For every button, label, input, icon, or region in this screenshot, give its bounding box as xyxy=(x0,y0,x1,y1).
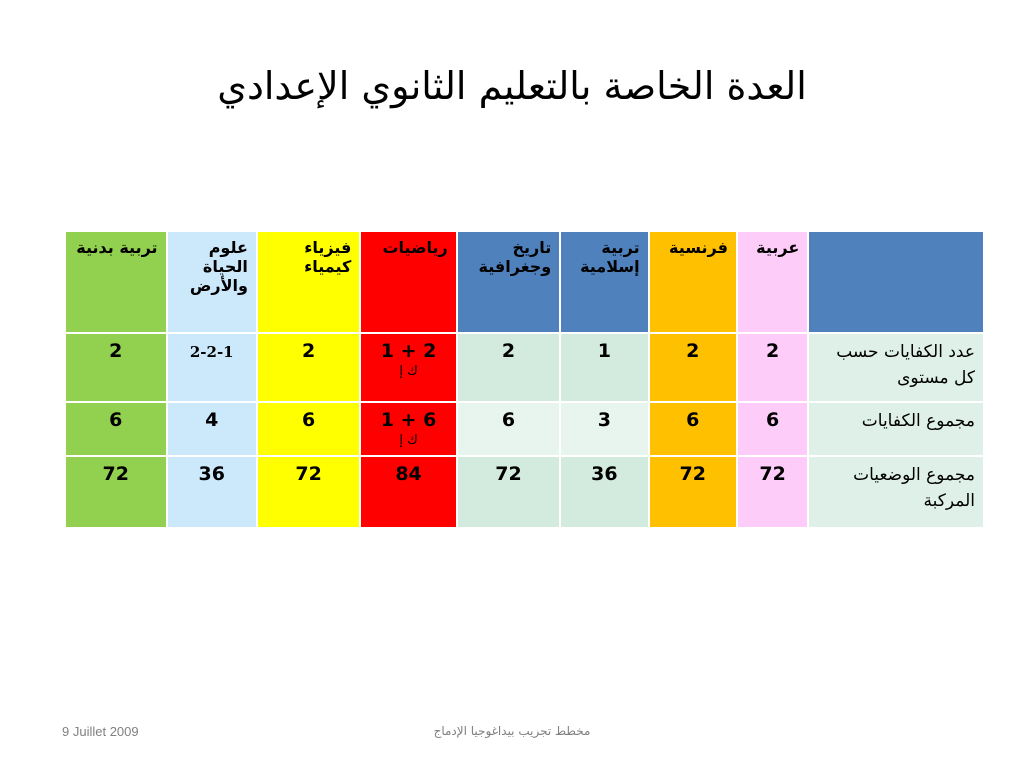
cell-islamic-education: 36 xyxy=(560,456,648,528)
row-label: مجموع الكفايات xyxy=(808,402,984,456)
slide-title: العدة الخاصة بالتعليم الثانوي الإعدادي xyxy=(217,64,807,108)
cell-mathematics xyxy=(360,402,456,456)
cell-value: 2-2-1 xyxy=(189,343,234,361)
cell-value: 6 + 1 xyxy=(380,409,437,431)
cell-physical-education: 6 xyxy=(65,402,167,456)
subjects-table xyxy=(64,230,985,529)
cell-physical-education: 72 xyxy=(65,456,167,528)
cell-french: 72 xyxy=(649,456,737,528)
header-physics-chemistry: فيزياء كيمياء xyxy=(257,231,360,333)
table-row xyxy=(65,333,984,402)
header-history-geography: تاريخ وجغرافية xyxy=(457,231,560,333)
header-physical-education: تربية بدنية xyxy=(65,231,167,333)
cell-arabic: 6 xyxy=(737,402,808,456)
cell-life-earth-sciences xyxy=(167,333,257,402)
cell-history-geography: 72 xyxy=(457,456,560,528)
header-islamic-education: تربية إسلامية xyxy=(560,231,648,333)
cell-physics-chemistry: 72 xyxy=(257,456,360,528)
cell-arabic: 2 xyxy=(737,333,808,402)
footer-caption: مخطط تجريب بيداغوجيا الإدماج xyxy=(433,724,591,738)
row-label: مجموع الوضعيات المركبة xyxy=(808,456,984,528)
cell-arabic: 72 xyxy=(737,456,808,528)
cell-french: 6 xyxy=(649,402,737,456)
cell-life-earth-sciences: 36 xyxy=(167,456,257,528)
cell-history-geography: 2 xyxy=(457,333,560,402)
header-french: فرنسية xyxy=(649,231,737,333)
cell-mathematics xyxy=(360,333,456,402)
header-arabic: عربية xyxy=(737,231,808,333)
table-header-row xyxy=(65,231,984,333)
footer-date: 9 Juillet 2009 xyxy=(62,724,139,739)
cell-physics-chemistry: 6 xyxy=(257,402,360,456)
cell-islamic-education: 1 xyxy=(560,333,648,402)
cell-value: 2 + 1 xyxy=(380,340,437,362)
cell-physical-education: 2 xyxy=(65,333,167,402)
header-life-earth-sciences: علوم الحياة والأرض xyxy=(167,231,257,333)
header-corner-cell xyxy=(808,231,984,333)
table-row xyxy=(65,402,984,456)
cell-history-geography: 6 xyxy=(457,402,560,456)
cell-mathematics: 84 xyxy=(360,456,456,528)
row-label: عدد الكفايات حسب كل مستوى xyxy=(808,333,984,402)
cell-note: ك إ xyxy=(399,364,418,379)
cell-physics-chemistry: 2 xyxy=(257,333,360,402)
table-row xyxy=(65,456,984,528)
cell-islamic-education: 3 xyxy=(560,402,648,456)
cell-life-earth-sciences: 4 xyxy=(167,402,257,456)
header-mathematics: رياضيات xyxy=(360,231,456,333)
cell-note: ك إ xyxy=(399,433,418,448)
cell-french: 2 xyxy=(649,333,737,402)
